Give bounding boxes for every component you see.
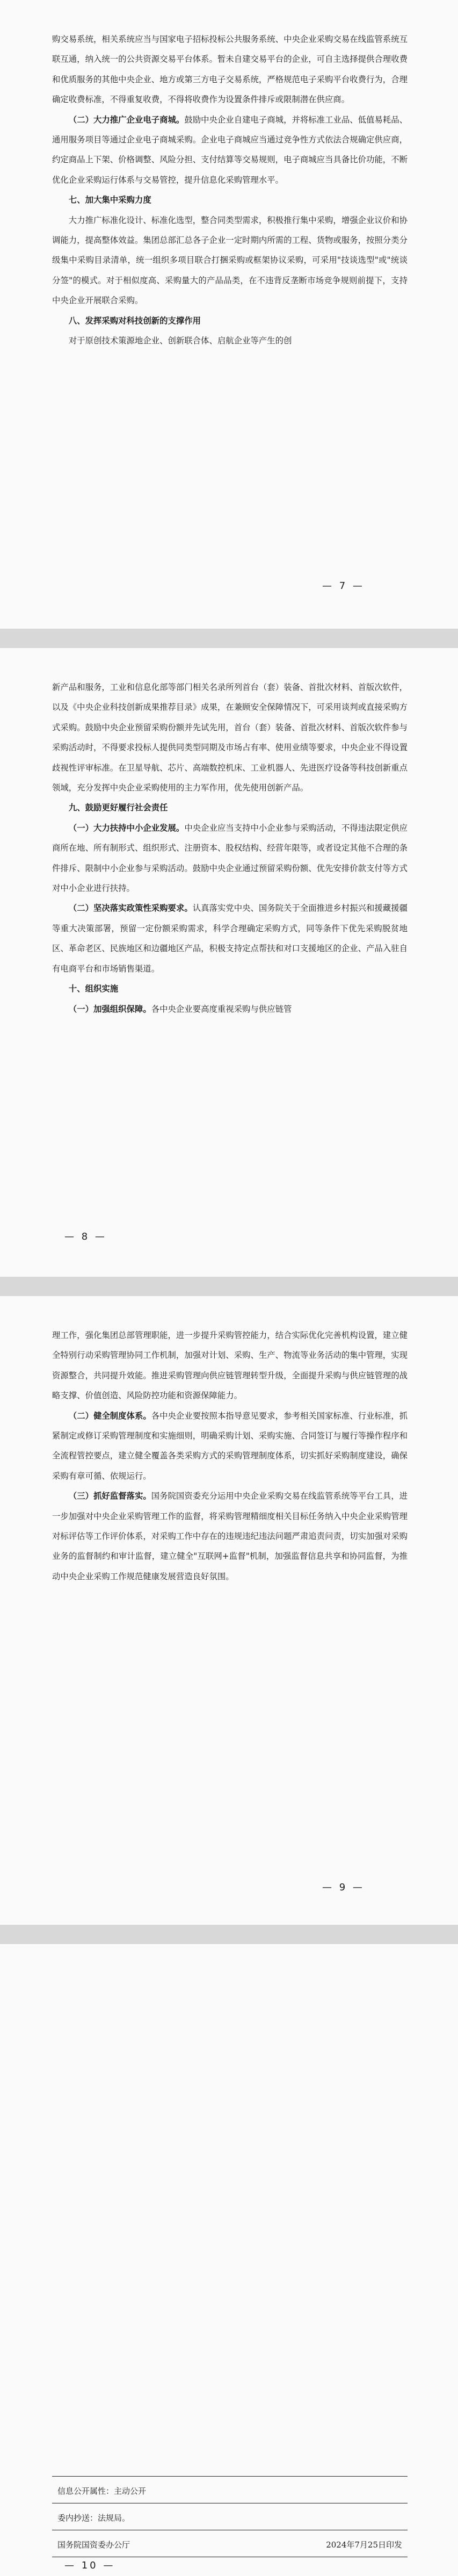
paragraph: （一）加强组织保障。各中央企业要高度重视采购与供应链管 — [68, 1004, 292, 1014]
paragraph: 大力推广标准化设计、标准化选型，整合同类型需求，积极推行集中采购，增强企业议价和协调能力，提高整体效益。集团总部汇总各子企业一定时期内所需的工程、货物或服务，按照分类分级集中采购目录清单，统一组织多项目联合打捆采购或框架协议采购，可采用"技谈选型"或"统谈分签"的模式。对于相似度高、采购量大的产品品类，在不违背反垄断市场竞争规则前提下，支持中央企业开展联合采购。 — [52, 215, 408, 306]
divider — [52, 2476, 408, 2477]
paragraph: （三）抓好监督落实。国务院国资委充分运用中央企业采购交易在线监管系统等平台工具，进一步加强对中央企业采购管理工作的监督，将采购管理精细度相关目标任务纳入中央企业采购管理对标评估等工作评价体系，对采购工作中存在的违规违纪违法问题严肃追责问责，切实加强对采购业务的监督制约和审计监督，建立健全"互联网+监督"机制，加强监督信息共享和协同监督，为推动中央企业采购工作规范健康发展营造良好氛围。 — [52, 1491, 408, 1581]
page-number: — 7 — — [322, 580, 365, 592]
section-heading: 九、鼓励更好履行社会责任 — [68, 803, 168, 813]
sub-heading: （一）大力扶持中小企业发展。 — [68, 823, 185, 833]
document-page-9 — [0, 1296, 458, 1925]
section-heading: 七、加大集中采购力度 — [68, 195, 151, 205]
paragraph: （二）坚决落实政策性采购要求。认真落实党中央、国务院关于全面推进乡村振兴和援藏援疆等重大决策部署，预留一定份额采购需求，科学合理确定采购方式，同等条件下优先采购脱贫地区、革命老区、民族地区和边疆地区产品，积极支持定点帮扶和对口支援地区的企业、产品入驻自有电商平台和市场销售渠道。 — [52, 903, 408, 974]
issue-date: 2024年7月25日印发 — [326, 2539, 402, 2550]
issuer: 国务院国资委办公厅 — [57, 2539, 130, 2550]
sub-heading: （二）大力推广企业电子商城。 — [68, 114, 185, 125]
document-page-8 — [0, 648, 458, 1277]
page-body — [52, 678, 408, 1019]
paragraph: 新产品和服务，工业和信息化部等部门相关名录所列首台（套）装备、首批次材料、首版次软件，以及《中央企业科技创新成果推荐目录》成果，在兼顾安全保障情况下，可采用谈判或直接采购方式采购。鼓励中央企业预留采购份额并先试先用，首台（套）装备、首批次材料、首版次软件参与采购活动时，不得要求投标人提供同类型同期及市场占有率、使用业绩等要求，中央企业不得设置歧视性评审标准。在卫星导航、芯片、高端数控机床、工业机器人、先进医疗设备等科技创新重点领域，充分发挥中央企业采购使用的主力军作用，优先使用创新产品。 — [52, 682, 408, 793]
document-page-7 — [0, 0, 458, 629]
page-number: — 8 — — [64, 1231, 107, 1242]
distribution-row — [52, 2505, 408, 2530]
paragraph: （二）大力推广企业电子商城。鼓励中央企业自建电子商城，并将标准工业品、低值易耗品、通用服务项目等通过企业电子商城采购。企业电子商城应当通过竞争性方式依法合规确定供应商，约定商品上下架、价格调整、风险分担、支付结算等交易规则，电子商城应当具备比价功能，不断优化企业采购运行体系与交易管控，提升信息化采购管理水平。 — [52, 114, 408, 185]
sub-heading: （一）加强组织保障。 — [68, 1004, 151, 1014]
document-page-10 — [0, 1944, 458, 2576]
page-number: — 9 — — [322, 1882, 365, 1893]
disclosure-attribute: 信息公开属性：主动公开 — [57, 2486, 147, 2496]
section-heading: 八、发挥采购对科技创新的支撑作用 — [68, 315, 201, 326]
sub-heading: （二）坚决落实政策性采购要求。 — [68, 903, 193, 913]
sub-heading: （三）抓好监督落实。 — [68, 1491, 151, 1501]
section-heading: 十、组织实施 — [68, 984, 119, 994]
distribution-note: 委内抄送：法规局。 — [57, 2513, 130, 2523]
paragraph: 理工作，强化集团总部管理职能，进一步提升采购管控能力，结合实际优化完善机构设置，建立健全特别行动采购管理协同工作机制，加强对计划、采购、生产、物流等业务活动的集中管理，实现资源整合，共同提升效能。推进采购管理向供应链管理转型升级，全面提升采购与供应链管理的战略支撑、价值创造、风险防控功能和资源保障能力。 — [52, 1330, 408, 1401]
paragraph: （二）健全制度体系。各中央企业要按照本指导意见要求，参考相关国家标准、行业标准，抓紧制定或修订采购管理制度和实施细则，明确采购计划、采购实施、合同签订与履行等操作程序和全流程管控要点，建立健全覆盖各类采购方式的采购管理制度体系，切实抓好采购制度建设，确保采购有章可循、依规运行。 — [52, 1411, 408, 1481]
paragraph: （一）大力扶持中小企业发展。中央企业应当支持中小企业参与采购活动，不得违法限定供应商所在地、所有制形式、组织形式、注册资本、股权结构、经营年限等，或者设定其他不合理的条件排斥、限制中小企业参与采购活动。鼓励中央企业通过预留采购份额、优先安排价款支付等方式对中小企业进行扶持。 — [52, 823, 408, 894]
disclosure-row — [52, 2478, 408, 2503]
page-body — [52, 1326, 408, 1587]
sub-heading: （二）健全制度体系。 — [68, 1411, 151, 1421]
paragraph: 购交易系统，相关系统应当与国家电子招标投标公共服务系统、中央企业采购交易在线监管系统互联互通，纳入统一的公共资源交易平台体系。暂未自建交易平台的企业，可自主选择提供合理收费和优质服务的其他中央企业、地方或第三方电子交易系统，严格规范电子采购平台收费行为，合理确定收费标准，不得重复收费，不得将收费作为设置条件排斥或限制潜在供应商。 — [52, 34, 408, 105]
page-body — [52, 30, 408, 351]
page-number: — 10 — — [64, 2560, 115, 2571]
issuer-row — [52, 2532, 408, 2557]
paragraph: 对于原创技术策源地企业、创新联合体、启航企业等产生的创 — [68, 336, 292, 346]
